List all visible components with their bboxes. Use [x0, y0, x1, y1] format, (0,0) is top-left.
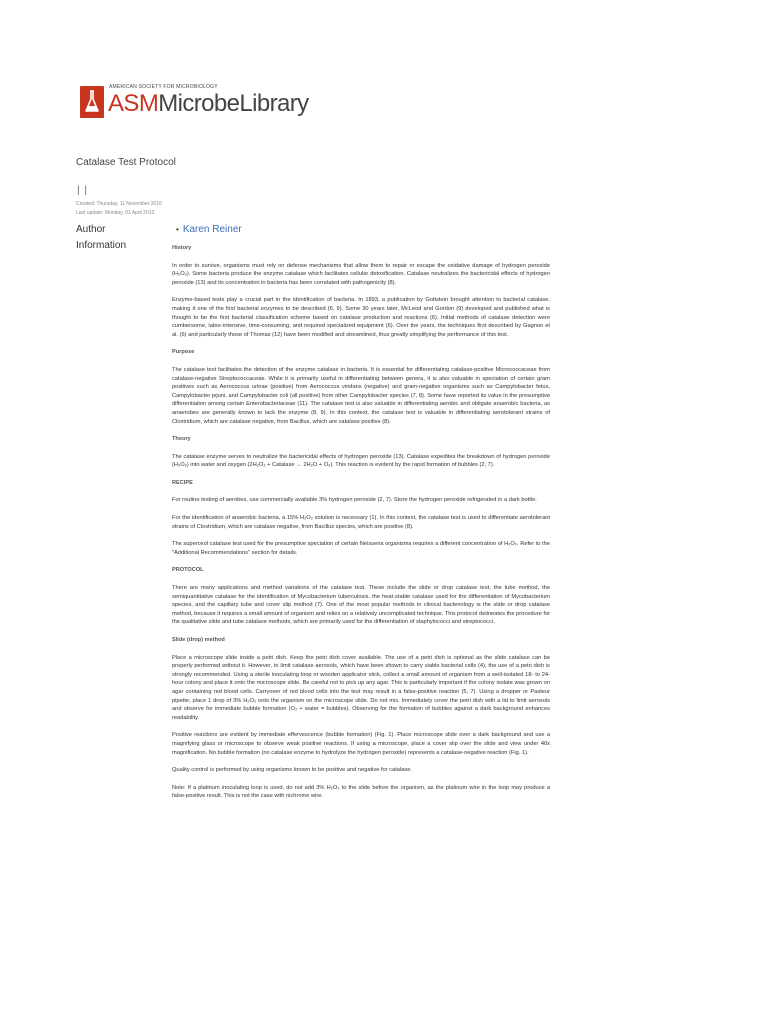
author-list: [176, 224, 242, 235]
page-dates: [76, 200, 162, 218]
paragraph: In order to survive, organisms must rely on defense mechanisms that allow them to repair or escape the oxidative damage of hydrogen peroxide (H₂O₂). Some bacteria produce the enzyme catalase which facilitates cellular detoxification. Catalase neutralizes the bactericidal effects of hydrogen peroxide (13) and its concentration in bacteria has been correlated with pathogenicity (8).: [172, 262, 550, 286]
paragraph: There are many applications and method variations of the catalase test. These include the slide or drop catalase test, the tube method, the semiquantitative catalase for the identification of Mycobacterium tuberculosis, the heat-stable catalase used for the differentiation of Mycobacterium species, and the capillary tube and cover slip method (7). One of the most popular methods in clinical bacteriology is the slide or drop catalase method, because it requires a small amount of organism and relies on a relatively uncomplicated technique. This protocol delineates the procedure for the qualitative slide and tube catalase methods, which are primarily used for the differentiation of staphylococci and streptococci.: [172, 585, 550, 626]
section-heading: History: [172, 245, 192, 251]
created-date: Created: Thursday, 11 November 2010: [76, 201, 162, 207]
page-title: Catalase Test Protocol: [76, 157, 176, 168]
section-heading: PROTOCOL: [172, 567, 204, 574]
paragraph: For routine testing of aerobes, use commercially available 3% hydrogen peroxide (2, 7). Store the hydrogen peroxide refrigerated in a dark bottle.: [172, 497, 537, 504]
paragraph: Positive reactions are evident by immediate effervescence (bubble formation) (Fig. 1). Place microscope slide over a dark background and use a magnifying glass or microscope to observe weak positive reactions. If using a microscope, place a cover slip over the slide and view under 40x magnification. No bubble formation (no catalase enzyme to hydrolyze the hydrogen peroxide) represents a catalase-negative reaction (Fig. 1).: [172, 732, 550, 756]
asm-logo[interactable]: [80, 84, 340, 124]
updated-date: Last update: Monday, 01 April 2013: [76, 210, 155, 216]
brand-name: [108, 90, 309, 118]
author-link[interactable]: Karen Reiner: [182, 224, 242, 235]
brand-asm: ASM: [108, 90, 159, 117]
article-body: [172, 244, 550, 810]
page-marks: | |: [77, 185, 88, 196]
section-heading: RECIPE: [172, 479, 193, 486]
flask-icon: [80, 86, 104, 118]
paragraph: The superoxol catalase test used for the presumptive speciation of certain Neisseria organisms requires a different concentration of H₂O₂. Refer to the "Additional Recommendations" section for details.: [172, 541, 550, 556]
author-label: [76, 222, 126, 254]
section-heading: Theory: [172, 436, 191, 443]
brand-library: MicrobeLibrary: [158, 90, 309, 117]
paragraph: Place a microscope slide inside a petri dish. Keep the petri dish cover available. The use of a petri dish is optional as the slide catalase can be properly performed without it. However, to limit catalase aerosols, which have been shown to carry viable bacterial cells (4), the use of a petri dish is strongly recommended. Using a sterile inoculating loop or wooden applicator stick, collect a small amount of organism from a well-isolated 18- to 24-hour colony and place it onto the microscope slide. Be careful not to pick up any agar. This is particularly important if the colony isolate was grown on agar containing red blood cells. Carryover of red blood cells into the test may result in a false-positive reaction (5, 7). Using a dropper or Pasteur pipette, place 1 drop of 3% H₂O₂ onto the organism on the microscope slide. Do not mix. Immediately cover the petri dish with a lid to limit aerosols and observe for immediate bubble formation (O₂ + water = bubbles). Observing for the formation of bubbles against a dark background enhances readability.: [172, 654, 550, 721]
section-heading: Slide (drop) method: [172, 637, 225, 643]
author-label-line1: Author: [76, 224, 106, 235]
paragraph: The catalase enzyme serves to neutralize the bactericidal effects of hydrogen peroxide (13). Catalase expedites the breakdown of hydrogen peroxide (H₂O₂) into water and oxygen (2H₂O₂ + Catalase → 2H₂O + O₂). This reaction is evident by the rapid formation of bubbles (2, 7).: [172, 453, 550, 469]
paragraph: Enzyme-based tests play a crucial part in the identification of bacteria. In 1893, a publication by Gottstein brought attention to bacterial catalase, making it one of the first bacterial enzymes to be described (6, 9). Some 30 years later, McLeod and Gordon (9) developed and published what is thought to be the first bacterial classification scheme based on catalase production and reactions (6). Initial methods of catalase detection were cumbersome, labor-intensive, time-consuming, and required specialized equipment (6). Over the years, the techniques first described by Gagnon et al. (6) and particularly those of Thomas (12) have been modified and streamlined, thus greatly simplifying the performance of this test.: [172, 297, 550, 338]
paragraph: Note: If a platinum inoculating loop is used, do not add 3% H₂O₂ to the slide before the organism, as the platinum wire in the loop may produce a false-positive result. This is not the case with nichrome wire.: [172, 784, 550, 800]
paragraph: Quality control is performed by using organisms known to be positive and negative for catalase.: [172, 767, 412, 774]
bullet-icon: •: [176, 225, 179, 234]
paragraph: For the identification of anaerobic bacteria, a 15% H₂O₂ solution is necessary (1). In this context, the catalase test is used to differentiate aerotolerant strains of Clostridium, which are catalase negative, from Bacillus species, which are positive (8).: [172, 515, 550, 530]
society-name: AMERICAN SOCIETY FOR MICROBIOLOGY: [109, 84, 218, 90]
author-label-line2: Information: [76, 240, 127, 251]
paragraph: The catalase test facilitates the detection of the enzyme catalase in bacteria. It is essential for differentiating catalase-positive Micrococcaceae from catalase-negative Streptococcaceae. While it is primarily useful in differentiating between genera, it is also valuable in speciation of certain gram positives such as Aerococcus urinae (positive) from Aerococcus viridans (negative) and gram-negative organisms such as Campylobacter fetus, Campylobacter jejuni, and Campylobacter coli (all positive) from other Campylobacter species (7, 8). Some have reported its value in the presumptive differentiation among certain Enterobacteriaceae (11). The catalase test is also valuable in differentiating aerobic and obligate anaerobic bacteria, as anaerobes are generally known to lack the enzyme (8, 9). In this context, the catalase test is valuable in differentiating aerotolerant strains of Clostridium, which are catalase negative, from Bacillus, which are catalase positive (8).: [172, 366, 550, 425]
section-heading: Purpose: [172, 349, 195, 356]
